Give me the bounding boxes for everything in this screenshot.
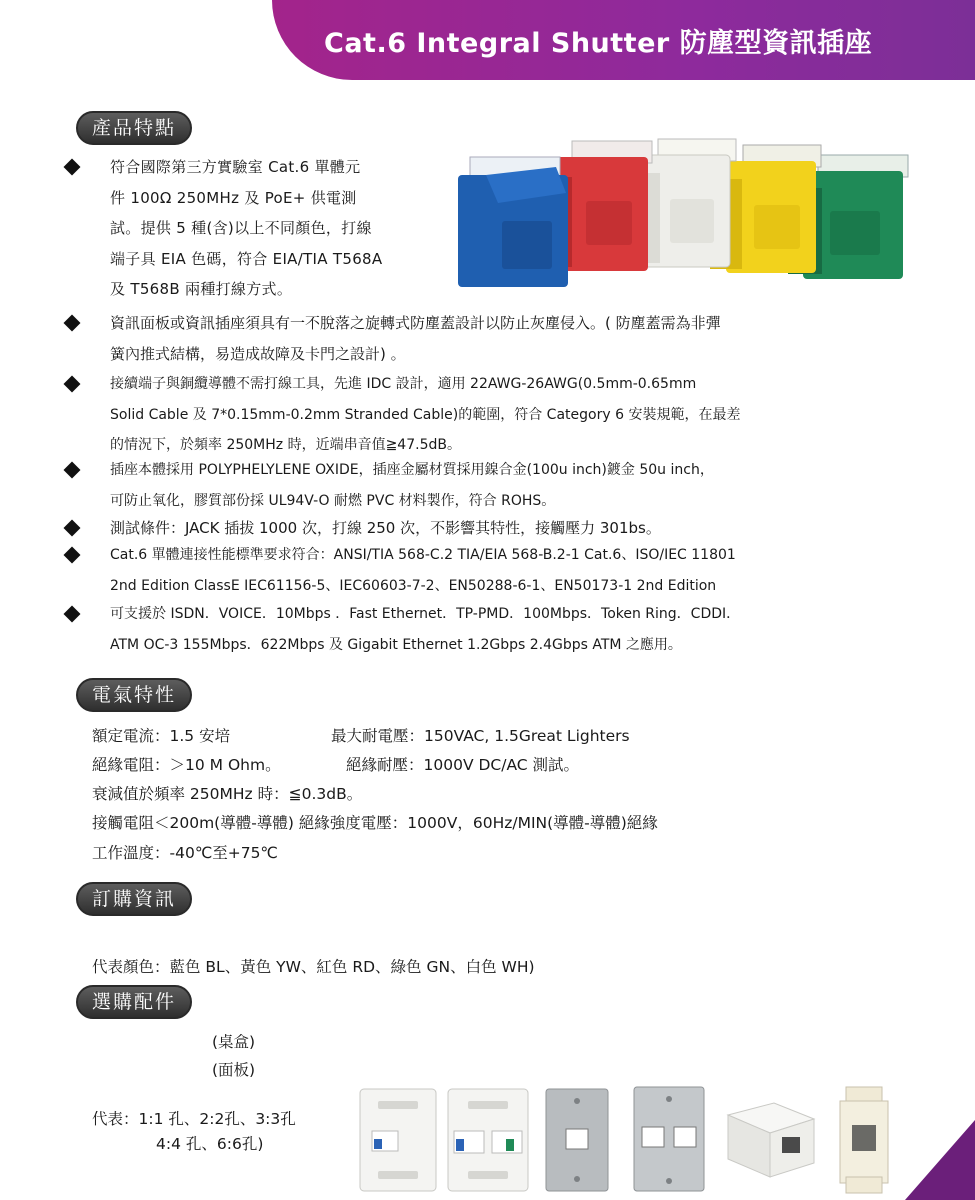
spec-withstand-voltage: 絕緣耐壓：1000V DC/AC 測試。 xyxy=(346,756,580,774)
keystone-jacks-photo xyxy=(458,133,916,291)
section-label-ordering: 訂購資訊 xyxy=(76,882,192,916)
accessory-codes-line1: 代表：1:1 孔、2:2孔、3:3孔 xyxy=(92,1110,296,1128)
bullet-diamond-icon xyxy=(64,520,81,537)
spec-attenuation: 衰減值於頻率 250MHz 時：≦0.3dB。 xyxy=(92,785,363,803)
feature-line: 可防止氧化，膠質部份採 UL94V-O 耐燃 PVC 材料製作，符合 ROHS。 xyxy=(110,492,556,509)
mounting-frame-image xyxy=(832,1080,894,1200)
bullet-diamond-icon xyxy=(64,606,81,623)
feature-line: 簧內推式結構，易造成故障及卡門之設計) 。 xyxy=(110,344,406,363)
accessory-desk-box-label: (桌盒) xyxy=(212,1033,256,1051)
spec-insulation-resistance: 絕緣電阻：＞10 M Ohm。 xyxy=(92,756,281,774)
ordering-colors: 代表顏色：藍色 BL、黃色 YW、紅色 RD、綠色 GN、白色 WH) xyxy=(92,958,535,976)
feature-line: 接續端子與銅纜導體不需打線工具，先進 IDC 設計，適用 22AWG-26AWG(0.5mm-0.65mm xyxy=(110,376,697,392)
steel-dual-plate-image xyxy=(630,1080,708,1200)
dual-port-plate-image xyxy=(446,1080,530,1200)
jack-blue-image xyxy=(458,157,568,287)
bullet-diamond-icon xyxy=(64,462,81,479)
feature-line: ATM OC-3 155Mbps．622Mbps 及 Gigabit Ethernet 1.2Gbps 2.4Gbps ATM 之應用。 xyxy=(110,636,682,653)
accessory-face-plate-label: (面板) xyxy=(212,1061,256,1079)
feature-line: 2nd Edition ClassE IEC61156-5、IEC60603-7-2、EN50288-6-1、EN50173-1 2nd Edition xyxy=(110,577,717,594)
feature-line: 件 100Ω 250MHz 及 PoE+ 供電測 xyxy=(110,188,357,207)
spec-contact-resistance: 接觸電阻＜200m(導體-導體) 絕緣強度電壓：1000V，60Hz/MIN(導體-導體)絕緣 xyxy=(92,814,658,832)
single-port-plate-image xyxy=(358,1080,438,1200)
feature-line: Cat.6 單體連接性能標準要求符合：ANSI/TIA 568-C.2 TIA/EIA 568-B.2-1 Cat.6、ISO/IEC 11801 xyxy=(110,547,736,563)
feature-line: 端子具 EIA 色碼，符合 EIA/TIA T568A xyxy=(110,249,383,268)
feature-line: 測試條件：JACK 插拔 1000 次，打線 250 次，不影響其特性，接觸壓力 301bs。 xyxy=(110,519,661,537)
feature-line: 插座本體採用 POLYPHELYLENE OXIDE，插座金屬材質採用鎳合金(100u inch)鍍金 50u inch， xyxy=(110,462,714,478)
page-title: Cat.6 Integral Shutter 防塵型資訊插座 xyxy=(272,0,975,80)
bullet-diamond-icon xyxy=(64,159,81,176)
feature-line: 試。提供 5 種(含)以上不同顏色，打線 xyxy=(110,219,372,237)
feature-line: Solid Cable 及 7*0.15mm-0.2mm Stranded Cable)的範圍，符合 Category 6 安裝規範，在最差 xyxy=(110,406,741,423)
spec-max-voltage: 最大耐電壓：150VAC, 1.5Great Lighters xyxy=(331,727,630,745)
bullet-diamond-icon xyxy=(64,547,81,564)
section-label-features: 產品特點 xyxy=(76,111,192,145)
spec-operating-temp: 工作溫度：-40℃至+75℃ xyxy=(92,844,278,862)
feature-line: 資訊面板或資訊插座須具有一不脫落之旋轉式防塵蓋設計以防止灰塵侵入。( 防塵蓋需為非彈 xyxy=(110,314,721,332)
feature-line: 可支援於 ISDN．VOICE．10Mbps ．Fast Ethernet．TP-PMD．100Mbps．Token Ring．CDDI． xyxy=(110,606,741,622)
accessory-codes-line2: 4:4 孔、6:6孔) xyxy=(156,1135,264,1153)
bullet-diamond-icon xyxy=(64,315,81,332)
feature-line: 及 T568B 兩種打線方式。 xyxy=(110,280,293,298)
feature-line: 符合國際第三方實驗室 Cat.6 單體元 xyxy=(110,158,361,176)
corner-accent-decoration xyxy=(905,1120,975,1200)
section-label-accessories: 選購配件 xyxy=(76,985,192,1019)
feature-line: 的情況下，於頻率 250MHz 時，近端串音值≧47.5dB。 xyxy=(110,437,461,453)
bullet-diamond-icon xyxy=(64,376,81,393)
section-label-electrical: 電氣特性 xyxy=(76,678,192,712)
spec-rated-current: 額定電流：1.5 安培 xyxy=(92,727,231,745)
steel-single-plate-image xyxy=(542,1080,612,1200)
desk-box-image xyxy=(718,1080,818,1200)
